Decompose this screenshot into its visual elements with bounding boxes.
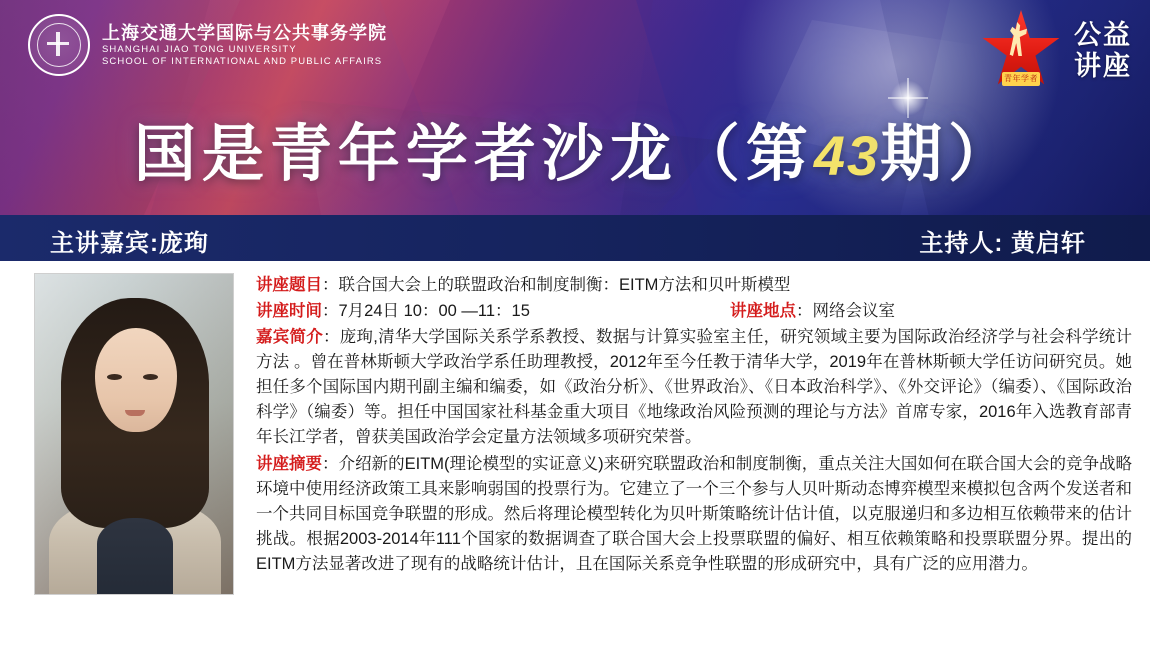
header-banner [0, 0, 1150, 215]
portrait-face [95, 328, 177, 432]
title-issue-number: 43 [813, 124, 881, 187]
emblem-label [1074, 20, 1132, 83]
university-name-en-line1: SHANGHAI JIAO TONG UNIVERSITY [102, 44, 297, 56]
portrait-mouth [125, 410, 145, 416]
lecture-venue-label: 讲座地点 [730, 302, 796, 321]
speaker-label: 主讲嘉宾:庞珣 [50, 230, 209, 257]
lecture-abstract-row [256, 452, 1132, 577]
lecture-abstract-label: 讲座摘要 [256, 454, 323, 473]
university-name-cn: 上海交通大学国际与公共事务学院 [102, 22, 387, 43]
lecture-abstract-value: ：介绍新的EITM(理论模型的实证意义)来研究联盟政治和制度制衡，重点关注大国如何在联合国大会的竞争战略环境中使用经济政策工具来影响弱国的投票行为。它建立了一个三个参与人贝叶斯动态博弈模型来模拟包含两个发送者和一个共同目标国竞争联盟的形成。然后将理论模型转化为贝叶斯策略统计估计值，以克服递归和多边相互依赖带来的估计挑战。根据2003-2014年111个国家的数据调查了联合国大会上投票联盟的偏好、相互依赖策略和投票联盟分界。提出的EITM方法显著改进了现有的战略统计估计，且在国际关系竞争性联盟的形成研究中，具有广泛的应用潜力。 [256, 454, 1132, 573]
speaker-bio-label: 嘉宾简介 [256, 328, 324, 347]
portrait-eye-right [143, 374, 158, 380]
title-suffix: 期） [880, 120, 1017, 189]
lecture-venue-group [730, 299, 895, 324]
speaker-bar [0, 215, 1150, 261]
content-area [0, 261, 1150, 645]
page-title [0, 104, 1150, 193]
emblem-label-line1: 公益 [1074, 19, 1132, 50]
university-name-en-line2: SCHOOL OF INTERNATIONAL AND PUBLIC AFFAIRS [102, 56, 383, 68]
speaker-bio-row [256, 325, 1132, 450]
lecture-topic-row [256, 273, 1132, 298]
lecture-venue-value: ：网络会议室 [796, 302, 895, 321]
lecture-topic-label: 讲座题目 [256, 276, 322, 294]
portrait-clothing [97, 518, 173, 595]
lecture-time-row [256, 299, 1132, 324]
portrait-eye-left [107, 374, 122, 380]
title-prefix: 国是青年学者沙龙（第 [133, 120, 814, 189]
university-seal-icon [28, 14, 90, 76]
speaker-bio-value: ：庞珣,清华大学国际关系学系教授、数据与计算实验室主任，研究领域主要为国际政治经济学与社会科学统计方法 。曾在普林斯顿大学政治学系任助理教授，2012年至今任教于清华大学，2019年在普林斯顿大学任访问研究员。她担任多个国际国内期刊副主编和编委，如《政治分析》、《世界政治》、《日本政治科学》、《外交评论》（编委）、《国际政治科学》（编委）等。担任中国国家社科基金重大项目《地缘政治风险预测的理论与方法》首席专家，2016年入选教育部青年长江学者，曾获美国政治学会定量方法领域多项研究荣誉。 [256, 328, 1132, 447]
details-column [256, 273, 1132, 578]
university-logo [28, 14, 387, 76]
lecture-time-value: ：7月24日 10：00 —11：15 [322, 302, 530, 321]
emblem-badge-label: 青年学者 [1002, 72, 1040, 86]
university-logo-text [102, 22, 387, 68]
host-label: 主持人: 黄启轩 [919, 230, 1086, 257]
star-icon [978, 8, 1064, 94]
lecture-series-emblem [978, 8, 1132, 94]
speaker-portrait [34, 273, 234, 595]
lecture-topic-value: ：联合国大会上的联盟政治和制度制衡：EITM方法和贝叶斯模型 [322, 276, 791, 294]
emblem-label-line2: 讲座 [1074, 51, 1132, 81]
lecture-time-label: 讲座时间 [256, 302, 322, 321]
